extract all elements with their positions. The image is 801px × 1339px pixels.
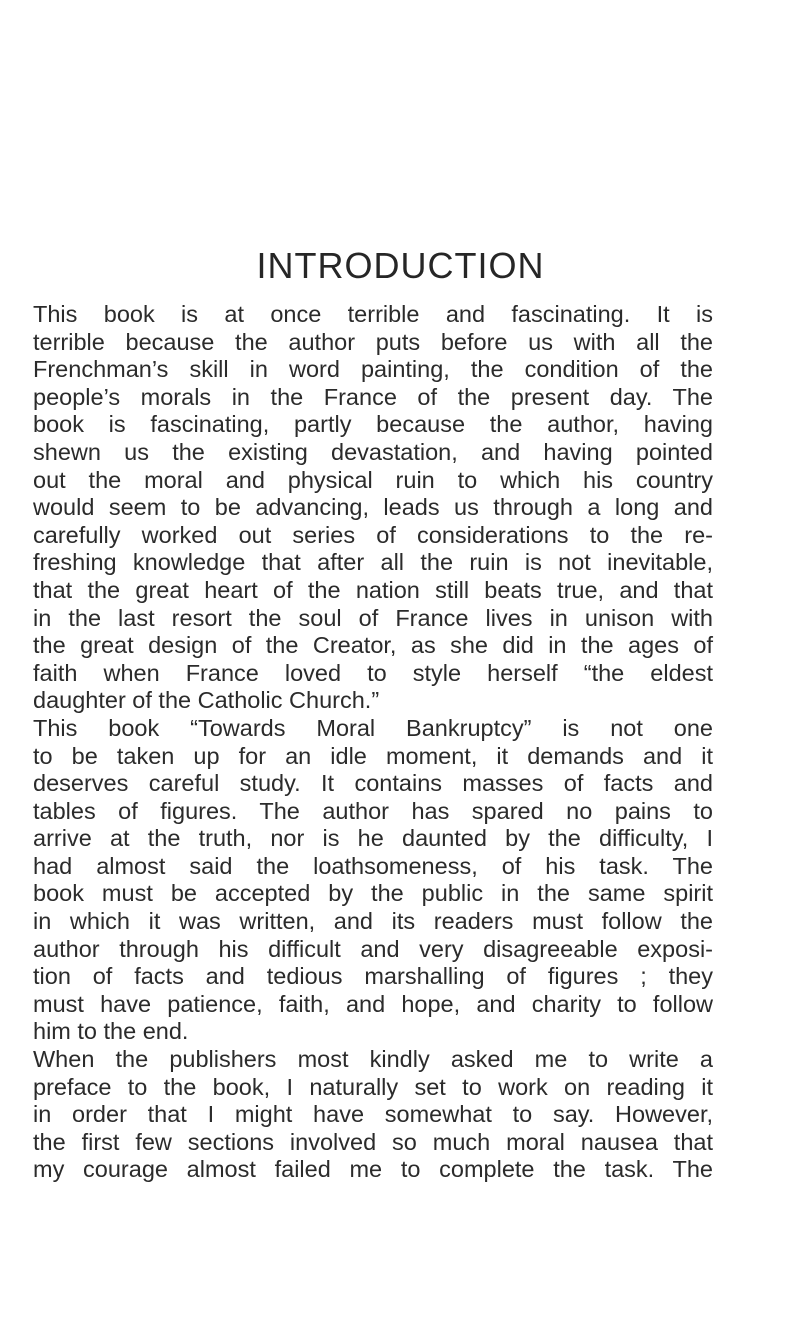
- text-line: in order that I might have somewhat to say. However,: [33, 1101, 713, 1128]
- text-line: book must be accepted by the public in the same spirit: [33, 880, 713, 907]
- text-line: the great design of the Creator, as she did in the ages of: [33, 632, 713, 659]
- text-line: out the moral and physical ruin to which his country: [33, 466, 713, 493]
- text-line: must have patience, faith, and hope, and charity to follow: [33, 990, 713, 1017]
- text-line: would seem to be advancing, leads us through a long and: [33, 494, 713, 521]
- text-line: deserves careful study. It contains masses of facts and: [33, 770, 713, 797]
- text-line: carefully worked out series of considerations to the re-: [33, 521, 713, 548]
- text-line: that the great heart of the nation still beats true, and that: [33, 576, 713, 603]
- text-line: in the last resort the soul of France lives in unison with: [33, 604, 713, 631]
- paragraph-2: [33, 715, 713, 1046]
- text-line: freshing knowledge that after all the ruin is not inevitable,: [33, 549, 713, 576]
- text-line: Frenchman’s skill in word painting, the condition of the: [33, 356, 713, 383]
- text-line: him to the end.: [33, 1018, 189, 1045]
- text-line: daughter of the Catholic Church.”: [33, 687, 380, 714]
- text-line: in which it was written, and its readers must follow the: [33, 908, 713, 935]
- text-line: This book “Towards Moral Bankruptcy” is not one: [33, 714, 713, 741]
- text-line: the first few sections involved so much moral nausea that: [33, 1128, 713, 1155]
- text-line: arrive at the truth, nor is he daunted by the difficulty, I: [33, 825, 713, 852]
- text-line: to be taken up for an idle moment, it demands and it: [33, 742, 713, 769]
- text-line: tion of facts and tedious marshalling of figures ; they: [33, 963, 713, 990]
- text-line: faith when France loved to style herself “the eldest: [33, 659, 713, 686]
- text-line: This book is at once terrible and fascinating. It is: [33, 301, 713, 327]
- text-line: When the publishers most kindly asked me to write a: [33, 1046, 713, 1073]
- paragraph-3: [33, 1046, 713, 1184]
- text-line: terrible because the author puts before us with all the: [33, 328, 713, 355]
- text-line: preface to the book, I naturally set to work on reading it: [33, 1073, 713, 1100]
- text-line: shewn us the existing devastation, and having pointed: [33, 438, 713, 465]
- paragraph-1: [33, 301, 713, 715]
- text-line: author through his difficult and very disagreeable exposi-: [33, 935, 713, 962]
- text-line: my courage almost failed me to complete the task. The: [33, 1156, 713, 1183]
- body-text: [33, 301, 713, 1184]
- text-line: tables of figures. The author has spared no pains to: [33, 797, 713, 824]
- chapter-heading: INTRODUCTION: [256, 245, 545, 286]
- text-line: people’s morals in the France of the present day. The: [33, 383, 713, 410]
- text-line: had almost said the loathsomeness, of his task. The: [33, 852, 713, 879]
- text-line: book is fascinating, partly because the author, having: [33, 411, 713, 438]
